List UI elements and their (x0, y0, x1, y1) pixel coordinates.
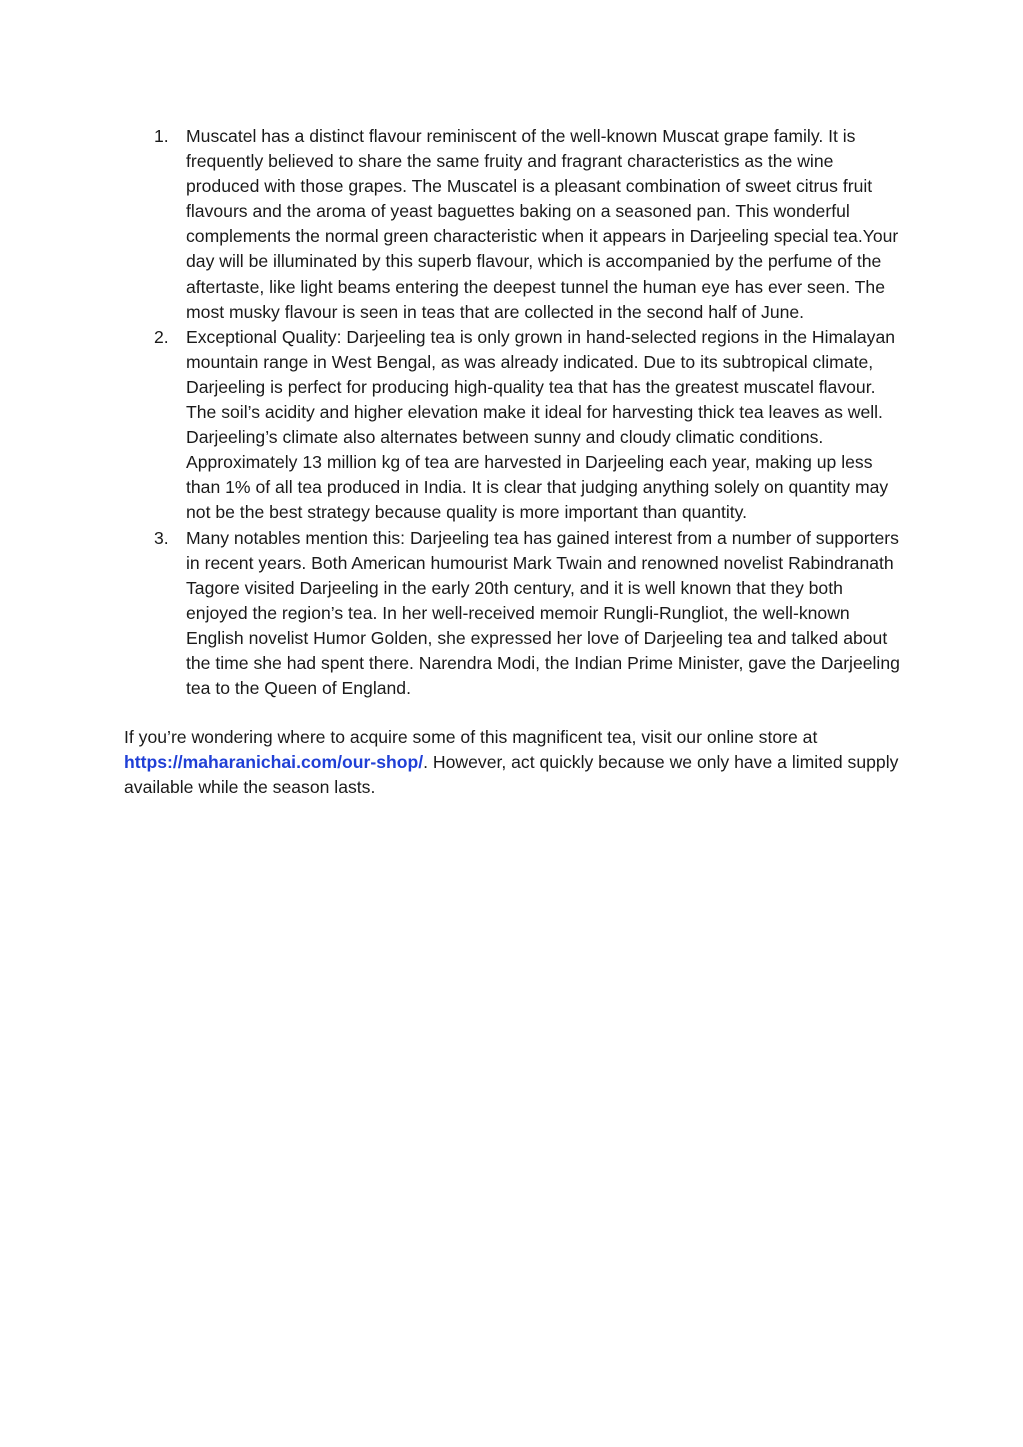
list-item-text: Exceptional Quality: Darjeeling tea is only grown in hand-selected regions in the Himalayan mountain range in West Bengal, as was already indicated. Due to its subtropical climate, Darjeeling is perfect for producing high-quality tea that has the greatest muscatel flavour. The soil’s acidity and higher elevation make it ideal for harvesting thick tea leaves as well. Darjeeling’s climate also alternates between sunny and cloudy climatic conditions. Approximately 13 million kg of tea are harvested in Darjeeling each year, making up less than 1% of all tea produced in India. It is clear that judging anything solely on quantity may not be the best strategy because quality is more important than quantity. (186, 326, 896, 523)
list-item-number: 2. (154, 326, 169, 347)
list-item (124, 124, 904, 325)
document-body (124, 124, 904, 800)
list-item (124, 325, 904, 526)
list-item-number: 3. (154, 527, 169, 548)
numbered-list (124, 124, 904, 701)
list-item-text: Many notables mention this: Darjeeling tea has gained interest from a number of supporters in recent years. Both American humourist Mark Twain and renowned novelist Rabindranath Tagore visited Darjeeling in the early 20th century, and it is well known that they both enjoyed the region’s tea. In her well-received memoir Rungli-Rungliot, the well-known English novelist Humor Golden, she expressed her love of Darjeeling tea and talked about the time she had spent there. Narendra Modi, the Indian Prime Minister, gave the Darjeeling tea to the Queen of England. (186, 527, 900, 699)
list-item-number: 1. (154, 126, 169, 146)
closing-text-after-link: . However, act quickly because we only have a limited supply available while the season lasts. (124, 752, 899, 798)
list-item-text: Muscatel has a distinct flavour reminiscent of the well-known Muscat grape family. It is frequently believed to share the same fruity and fragrant characteristics as the wine produced with those grapes. The Muscatel is a pleasant combination of sweet citrus fruit flavours and the aroma of yeast baguettes baking on a seasoned pan. This wonderful complements the normal green characteristic when it appears in Darjeeling special tea.Your day will be illuminated by this superb flavour, which is accompanied by the perfume of the aftertaste, like light beams entering the deepest tunnel the human eye has ever seen. The most musky flavour is seen in teas that are collected in the second half of June. (186, 126, 899, 322)
shop-link[interactable]: https://maharanichai.com/our-shop/ (124, 752, 424, 773)
closing-text-before-link: If you’re wondering where to acquire some of this magnificent tea, visit our online store at (124, 727, 818, 748)
list-item (124, 526, 904, 702)
closing-paragraph (124, 725, 904, 800)
